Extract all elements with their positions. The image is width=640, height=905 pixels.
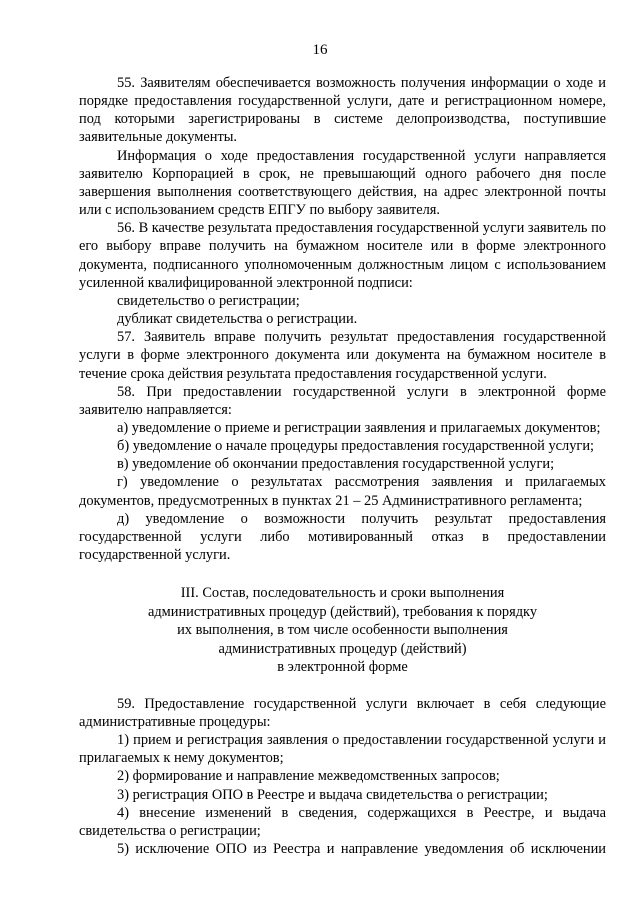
heading-line: административных процедур (действий), требования к порядку: [147, 603, 538, 620]
heading-line: III. Состав, последовательность и сроки выполнения: [180, 585, 505, 602]
paragraph-55: 55. Заявителям обеспечивается возможность получения информации о ходе и порядке предоставления государственной услуги, дате и регистрационном номере, под которыми зарегистрированы в системе делопроизводства, поступившие заявительные документы.: [79, 75, 606, 146]
list-item: б) уведомление о начале процедуры предоставления государственной услуги;: [117, 438, 595, 455]
list-item: 3) регистрация ОПО в Реестре и выдача свидетельства о регистрации;: [117, 786, 548, 803]
list-item: г) уведомление о результатах рассмотрения заявления и прилагаемых документов, предусмотренных в пунктах 21 – 25 Административного регламента;: [79, 474, 606, 509]
heading-line: их выполнения, в том числе особенности выполнения: [177, 622, 508, 639]
paragraph-56: 56. В качестве результата предоставления государственной услуги заявитель по его выбору вправе получить на бумажном носителе или в форме электронного документа, подписанного уполномоченным должностным лицом с использованием усиленной квалифицированной электронной подписи:: [79, 220, 606, 291]
list-item: 5) исключение ОПО из Реестра и направление уведомления об исключении: [117, 840, 606, 857]
paragraph-55-info: Информация о ходе предоставления государственной услуги направляется заявителю Корпорацией в срок, не превышающий одного рабочего дня после завершения выполнения соответствующего действия, на адрес электронной почты или с использованием средств ЕПГУ по выбору заявителя.: [79, 147, 606, 219]
list-item: дубликат свидетельства о регистрации.: [117, 311, 358, 328]
section-heading: [79, 584, 606, 677]
paragraph-59: 59. Предоставление государственной услуги включает в себя следующие административные процедуры:: [79, 695, 606, 730]
list-item: 4) внесение изменений в сведения, содержащихся в Реестре, и выдача свидетельства о регистрации;: [79, 804, 606, 839]
list-item: свидетельство о регистрации;: [117, 292, 300, 309]
document-body: [79, 74, 606, 858]
heading-line: административных процедур (действий): [218, 640, 467, 657]
list-item: д) уведомление о возможности получить результат предоставления государственной услуги либо мотивированный отказ в предоставлении государственной услуги.: [79, 510, 606, 564]
page-number: 16: [312, 42, 328, 58]
list-item: в) уведомление об окончании предоставления государственной услуги;: [117, 456, 555, 473]
paragraph-58: 58. При предоставлении государственной услуги в электронной форме заявителю направляется:: [79, 383, 606, 418]
paragraph-57: 57. Заявитель вправе получить результат предоставления государственной услуги в форме электронного документа или документа на бумажном носителе в течение срока действия результата предоставления государственной услуги.: [79, 329, 606, 382]
list-item: 2) формирование и направление межведомственных запросов;: [117, 768, 500, 785]
list-item: а) уведомление о приеме и регистрации заявления и прилагаемых документов;: [117, 419, 601, 436]
list-item: 1) прием и регистрация заявления о предоставлении государственной услуги и прилагаемых к нему документов;: [79, 732, 606, 767]
heading-line: в электронной форме: [277, 659, 408, 676]
